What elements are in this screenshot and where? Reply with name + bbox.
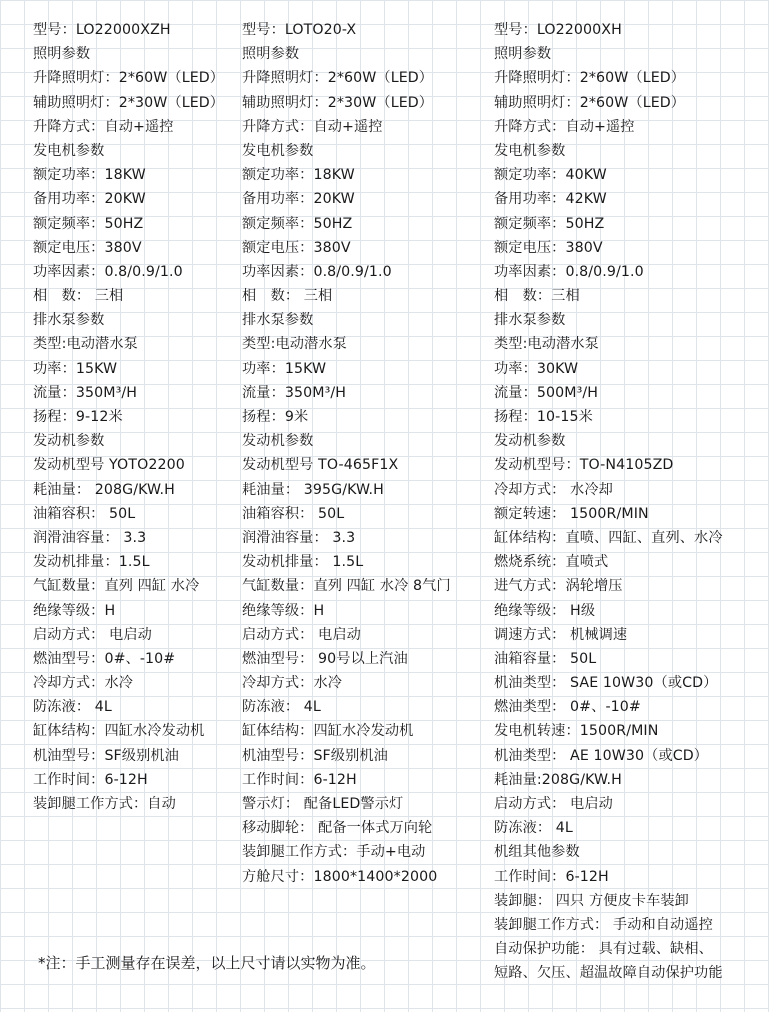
spec-line: 发动机参数 bbox=[33, 433, 105, 450]
spec-column-loto20-x bbox=[242, 18, 490, 889]
spec-line: 升降方式：自动+遥控 bbox=[33, 118, 174, 135]
spec-line: 相 数： 三相 bbox=[33, 288, 124, 305]
spec-line: 燃油型号： 90号以上汽油 bbox=[242, 650, 408, 667]
spec-line: 升降方式：自动+遥控 bbox=[494, 118, 635, 135]
measurement-note: *注：手工测量存在误差，以上尺寸请以实物为准。 bbox=[38, 954, 376, 972]
spec-line: 功率因素：0.8/0.9/1.0 bbox=[494, 263, 644, 280]
spec-line: 相 数：三相 bbox=[494, 288, 580, 305]
spec-line: 扬程：9-12米 bbox=[33, 409, 123, 425]
spec-line: 额定功率：40KW bbox=[494, 167, 607, 184]
spec-line: 工作时间：6-12H bbox=[33, 771, 148, 788]
spec-line: 备用功率：42KW bbox=[494, 191, 607, 208]
spec-line: 备用功率：20KW bbox=[33, 191, 146, 208]
spec-line: 发动机型号 TO-465F1X bbox=[242, 457, 399, 474]
spec-line: 型号：LO22000XZH bbox=[33, 22, 171, 38]
spec-line: 耗油量:208G/KW.H bbox=[494, 771, 622, 788]
spec-line: 调速方式： 机械调速 bbox=[494, 626, 628, 643]
spec-line: 类型:电动潜水泵 bbox=[242, 336, 347, 353]
spec-line: 方舱尺寸：1800*1400*2000 bbox=[242, 868, 438, 885]
spec-line: 升降照明灯：2*60W（LED） bbox=[494, 70, 686, 87]
spec-line: 照明参数 bbox=[494, 46, 552, 63]
spec-line: 发动机参数 bbox=[494, 433, 566, 450]
spec-line: 发动机型号 YOTO2200 bbox=[33, 457, 185, 474]
spec-line: 气缸数量：直列 四缸 水冷 bbox=[33, 578, 200, 595]
spec-line: 发动机参数 bbox=[242, 433, 314, 450]
spec-line: 流量：350M³/H bbox=[33, 384, 138, 401]
spec-line: 功率：15KW bbox=[242, 360, 327, 377]
spec-line: 冷却方式：水冷 bbox=[33, 675, 134, 692]
spec-line: 额定电压：380V bbox=[494, 239, 603, 256]
spec-line: 机油类型： AE 10W30（或CD） bbox=[494, 747, 709, 764]
spec-line: 装卸腿： 四只 方便皮卡车装卸 bbox=[494, 892, 689, 909]
spec-line: 防冻液： 4L bbox=[494, 820, 573, 837]
spec-line: 辅助照明灯：2*30W（LED） bbox=[33, 94, 225, 111]
spec-line: 绝缘等级：H bbox=[242, 602, 325, 619]
spec-line: 发电机参数 bbox=[33, 142, 105, 159]
spec-line: 发动机排量：1.5L bbox=[33, 554, 150, 571]
spec-line: 额定频率：50HZ bbox=[494, 215, 605, 232]
spec-line: 类型:电动潜水泵 bbox=[33, 336, 138, 353]
spec-line: 型号：LO22000XH bbox=[494, 22, 622, 38]
spec-line: 绝缘等级： H级 bbox=[494, 602, 596, 619]
spec-line: 冷却方式： 水冷却 bbox=[494, 481, 613, 498]
spec-line: 机油型号：SF级别机油 bbox=[33, 747, 179, 764]
spec-line: 启动方式： 电启动 bbox=[242, 626, 361, 643]
spec-line: 升降方式：自动+遥控 bbox=[242, 118, 383, 135]
spec-column-lo22000xh bbox=[494, 18, 766, 986]
spec-line: 照明参数 bbox=[242, 46, 300, 63]
spec-line: 辅助照明灯：2*60W（LED） bbox=[494, 94, 686, 111]
spec-line: 机油类型： SAE 10W30（或CD） bbox=[494, 675, 718, 692]
spec-line: 短路、欠压、超温故障自动保护功能 bbox=[494, 965, 723, 982]
spec-line: 自动保护功能： 具有过载、缺相、 bbox=[494, 941, 713, 958]
spec-line: 辅助照明灯：2*30W（LED） bbox=[242, 94, 434, 111]
spec-line: 启动方式： 电启动 bbox=[33, 626, 152, 643]
spec-line: 防冻液： 4L bbox=[33, 699, 112, 716]
spec-line: 燃油型号：0#、-10# bbox=[33, 650, 176, 667]
spec-line: 缸体结构：直喷、四缸、直列、水冷 bbox=[494, 529, 723, 546]
spec-line: 排水泵参数 bbox=[494, 312, 566, 329]
spec-line: 升降照明灯：2*60W（LED） bbox=[33, 70, 225, 87]
spec-line: 功率：15KW bbox=[33, 360, 118, 377]
spec-line: 流量：500M³/H bbox=[494, 384, 599, 401]
spec-line: 型号：LOTO20-X bbox=[242, 22, 357, 38]
spec-line: 防冻液： 4L bbox=[242, 699, 321, 716]
spec-column-lo22000xzh bbox=[33, 18, 233, 816]
spec-line: 发动机型号：TO-N4105ZD bbox=[494, 457, 674, 474]
spec-line: 额定转速： 1500R/MIN bbox=[494, 505, 649, 522]
spec-line: 排水泵参数 bbox=[33, 312, 105, 329]
spec-line: 照明参数 bbox=[33, 46, 91, 63]
spec-line: 油箱容积： 50L bbox=[242, 505, 345, 522]
spec-line: 发电机参数 bbox=[494, 142, 566, 159]
spec-line: 排水泵参数 bbox=[242, 312, 314, 329]
spec-line: 气缸数量：直列 四缸 水冷 8气门 bbox=[242, 578, 451, 595]
spec-line: 升降照明灯：2*60W（LED） bbox=[242, 70, 434, 87]
spec-line: 缸体结构：四缸水冷发动机 bbox=[33, 723, 205, 740]
spec-line: 燃油类型： 0#、-10# bbox=[494, 699, 641, 716]
spec-line: 相 数： 三相 bbox=[242, 288, 333, 305]
spec-line: 润滑油容量： 3.3 bbox=[33, 529, 147, 546]
spec-line: 发电机转速：1500R/MIN bbox=[494, 723, 659, 740]
spec-line: 冷却方式：水冷 bbox=[242, 675, 343, 692]
spec-line: 类型:电动潜水泵 bbox=[494, 336, 599, 353]
spec-line: 工作时间：6-12H bbox=[494, 868, 609, 885]
spec-line: 额定电压：380V bbox=[242, 239, 351, 256]
spec-line: 功率因素：0.8/0.9/1.0 bbox=[242, 263, 392, 280]
spec-line: 功率因素：0.8/0.9/1.0 bbox=[33, 263, 183, 280]
spec-line: 绝缘等级：H bbox=[33, 602, 116, 619]
spec-line: 额定频率：50HZ bbox=[33, 215, 144, 232]
spec-line: 启动方式： 电启动 bbox=[494, 796, 613, 812]
spec-line: 机油型号：SF级别机油 bbox=[242, 747, 388, 764]
spec-line: 流量：350M³/H bbox=[242, 384, 347, 401]
spec-line: 工作时间：6-12H bbox=[242, 771, 357, 788]
spec-line: 警示灯： 配备LED警示灯 bbox=[242, 796, 404, 812]
spec-line: 额定功率：18KW bbox=[242, 167, 355, 184]
spec-line: 功率：30KW bbox=[494, 360, 579, 377]
spec-line: 备用功率：20KW bbox=[242, 191, 355, 208]
spec-line: 额定功率：18KW bbox=[33, 167, 146, 184]
spec-line: 发电机参数 bbox=[242, 142, 314, 159]
spec-line: 额定频率：50HZ bbox=[242, 215, 353, 232]
spec-line: 装卸腿工作方式： 手动和自动遥控 bbox=[494, 916, 713, 933]
spec-line: 机组其他参数 bbox=[494, 844, 580, 861]
spec-line: 缸体结构：四缸水冷发动机 bbox=[242, 723, 414, 740]
spec-line: 扬程：10-15米 bbox=[494, 409, 593, 425]
spec-line: 进气方式：涡轮增压 bbox=[494, 578, 623, 595]
spec-line: 装卸腿工作方式：自动 bbox=[33, 796, 176, 812]
spec-line: 额定电压：380V bbox=[33, 239, 142, 256]
spec-line: 装卸腿工作方式：手动+电动 bbox=[242, 844, 426, 861]
spec-line: 移动脚轮： 配备一体式万向轮 bbox=[242, 820, 433, 837]
spec-line: 润滑油容量： 3.3 bbox=[242, 529, 356, 546]
spec-line: 油箱容量： 50L bbox=[494, 650, 597, 667]
spec-line: 油箱容积： 50L bbox=[33, 505, 136, 522]
spec-line: 燃烧系统：直喷式 bbox=[494, 554, 609, 571]
spec-line: 耗油量： 208G/KW.H bbox=[33, 481, 175, 498]
spec-line: 耗油量： 395G/KW.H bbox=[242, 481, 384, 498]
spec-line: 发动机排量： 1.5L bbox=[242, 554, 364, 571]
spec-line: 扬程：9米 bbox=[242, 409, 309, 425]
